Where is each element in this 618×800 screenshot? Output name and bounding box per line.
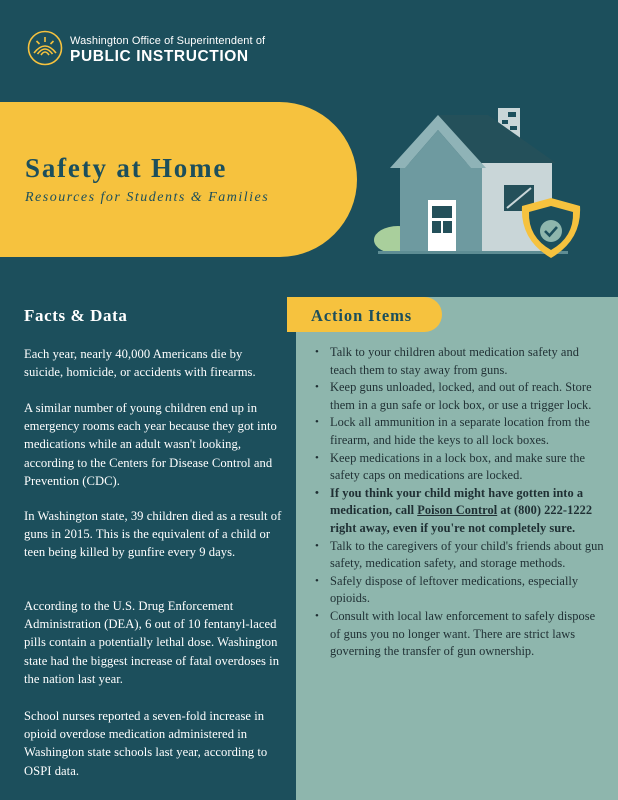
title-banner: [0, 102, 357, 257]
facts-section: [0, 297, 296, 800]
action-items-heading-pill: [287, 297, 442, 332]
fact-paragraph: School nurses reported a seven-fold increase in opioid overdose medication administered in Washington state schools last year, according to OSPI data.: [24, 709, 268, 778]
action-item-text: at (800) 222-1222 right away, even if you're not completely sure.: [330, 503, 593, 535]
list-item: [312, 414, 604, 449]
agency-name-line1: Washington Office of Superintendent of: [70, 35, 266, 47]
fact-paragraph: According to the U.S. Drug Enforcement Administration (DEA), 6 out of 10 fentanyl-laced pills contain a potentially lethal dose. Washington state had the biggest increase of fatal overdoses in the nation last year.: [24, 599, 280, 686]
list-item: [312, 344, 604, 379]
bullet-icon: •: [315, 346, 319, 358]
list-item: [312, 379, 604, 414]
bullet-icon: •: [315, 574, 319, 587]
bullet-icon: •: [315, 416, 319, 429]
list-item: [312, 538, 604, 573]
action-items-heading: Action Items: [311, 306, 413, 325]
bullet-icon: •: [315, 381, 319, 394]
list-item-emphasis: [312, 485, 604, 538]
page-title: Safety at Home: [25, 153, 228, 183]
list-item: [312, 573, 604, 608]
action-items-list: [312, 344, 604, 661]
bullet-icon: •: [315, 539, 319, 552]
fact-paragraph: In Washington state, 39 children died as a result of guns in 2015. This is the equivalent of a child or teen being killed by gunfire every 9 days.: [24, 509, 282, 560]
list-item: [312, 608, 604, 661]
fact-paragraph: Each year, nearly 40,000 Americans die by suicide, homicide, or accidents with firearms.: [24, 347, 256, 380]
action-item-text: Keep guns unloaded, locked, and out of reach. Store them in a gun safe or lock box, or use a trigger lock.: [330, 380, 592, 412]
action-item-text: If you think your child might have gotten into a medication, call: [330, 485, 584, 518]
bullet-icon: •: [315, 486, 319, 499]
action-item-text: Keep medications in a lock box, and make sure the safety caps on medications are locked.: [330, 450, 585, 483]
facts-heading: Facts & Data: [24, 306, 128, 325]
fact-paragraph: A similar number of young children end up in emergency rooms each year because they got into medications while an adult wasn't looking, according to the Centers for Disease Control and Prevention (CDC).: [24, 401, 277, 488]
bullet-icon: •: [315, 609, 319, 622]
action-item-text: Talk to your children about medication safety and teach them to stay away from guns.: [330, 345, 579, 377]
hero-header: [0, 0, 618, 297]
bullet-icon: •: [315, 451, 319, 464]
list-item: [312, 450, 604, 485]
agency-name-line2: PUBLIC INSTRUCTION: [70, 48, 249, 65]
action-item-text: Safely dispose of leftover medications, especially opioids.: [330, 573, 579, 606]
house-illustration: [370, 100, 605, 285]
sun-rays-logo-icon: [27, 30, 63, 66]
page-subtitle: Resources for Students & Families: [25, 190, 270, 205]
action-item-text: Consult with local law enforcement to safely dispose of guns you no longer want. There are strict laws governing the transfer of gun ownership.: [330, 608, 596, 659]
action-item-text: Lock all ammunition in a separate location from the firearm, and hide the keys to all lock boxes.: [330, 415, 590, 447]
poison-control-link[interactable]: Poison Control: [417, 503, 498, 518]
action-item-text: Talk to the caregivers of your child's friends about gun safety, medication safety, and storage methods.: [330, 538, 604, 571]
